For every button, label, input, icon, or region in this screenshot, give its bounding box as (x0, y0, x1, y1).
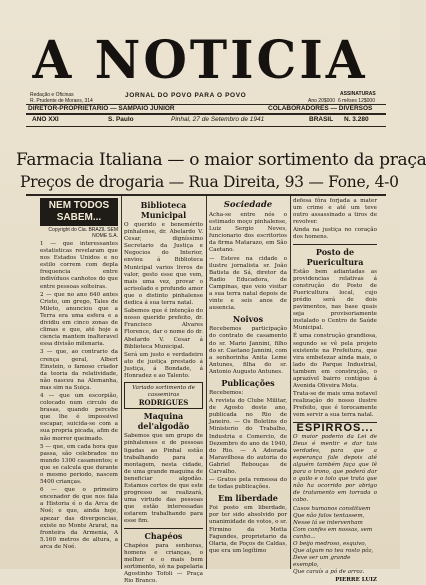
rodrigues-advert (124, 382, 203, 409)
col2-paragraph: Será um justo e verdadeiro ato de justiça prestado á Justiça, á Bondade, á Honradez e ao Talento. (124, 351, 203, 379)
col3-paragraph: — Esteve na cidade o ilustre jornalista sr. João Batista de Sá, diretor da Radio Educadora, de Campinas, que veio visitar a sua terra natal depois de vinte e seis anos de ausencia. (209, 255, 287, 312)
poem-line: Casos humanos constituem (293, 505, 371, 512)
espirros-heading: ESPIRROS... (296, 421, 374, 434)
col1-paragraph: 3 — que, ao contrario da crença geral, Albert Einstein, o famoso criador da teoria da relatividade, não nasceu na Alemanha, mas sim na Suiça. (40, 349, 118, 391)
advert-line-2: Preços de drogaria — Rua Direita, 93 — Fone, 4-0 (20, 173, 399, 191)
col2-separator (124, 528, 203, 529)
col4-paragraph: Estão bem adiantadas as providencias relativas á construção do Posto de Puericultura local, cujo prédio será de dois pavimentos, nas base quais seja provisoriamente instalado o Centro de Saúde Municipal. (293, 268, 377, 332)
rodrigues-name: RODRIGUES (138, 398, 189, 408)
poem (293, 506, 377, 577)
col4-paragraph: defesa fôra forjada a mater um crime e até um teve outro assassinado a tiros de revolver. (293, 198, 377, 226)
left-note-1: Redação e Oficinas (30, 92, 74, 98)
copyright-note: Copyright do Cia. BRAZIL SEM NOME S.A. (48, 227, 118, 239)
col3-paragraph: A revista do Clube Militar, de Agosto deste ano, publicada no Rio de Janeiro. — Os Boletins do Ministerio do Trabalho, Industria e Comercio, de Dezembro do ano de 1940, do Rio. — A Adorada Maravilhosa do autoria do Gabriel Rebouças de Carvalho. (209, 398, 287, 475)
poem-line: Deve ser um grande exemplo, (293, 555, 351, 569)
biblioteca-heading: Biblioteca Municipal (140, 200, 187, 220)
poem-line: Que caraís a pó de arroz. (293, 569, 365, 576)
col3-paragraph: — Gratos pela remessa do de todas publicações. (209, 477, 287, 491)
publicacoes-heading: Publicações (221, 377, 275, 388)
signature: PIERRE LUIZ (335, 576, 377, 583)
contributors-line: COLABORADORES — DIVERSOS (268, 105, 373, 112)
em-liberdade-heading: Em liberdade (218, 493, 278, 504)
column-1 (40, 198, 118, 569)
column-divider-2 (206, 196, 207, 569)
date-label: Pinhal, 27 de Setembro de 1941 (171, 116, 265, 123)
col4-separator (293, 244, 377, 245)
col1-paragraph: 2 — que no ano 640 antes Cristo, um grego, Tales de Mileto, anunciou que a Terra era uma esfera e a dividiu em cinco zonas de climas e que, até hoje a ciencia mantem inalteravel essa divisão milenaria. (40, 291, 118, 348)
poem-line: Que algum no teu rosto pôz, (293, 548, 374, 555)
rodrigues-advert-text: Variado sortimento de cassemiras (132, 385, 195, 399)
poem-line: Nesse lá se intervenham (293, 519, 363, 526)
noivos-heading: Noivos (232, 314, 264, 325)
newspaper-title: A NOTICIA (32, 28, 368, 91)
col2-paragraph: Sabemos que um grupo de pinhalenses e de pessoas ligadas ao Pinhal estão trabalhando para a montagem, nesta cidade, de uma grande maquina de beneficiar algodão. Estamos certos de que este progresso se realizará, uma virtude das pessoas que estão interessadas estarem trabalhando para esse fim. (124, 433, 203, 525)
city-label: S. Paulo (108, 116, 134, 123)
datebar-rule (26, 126, 386, 127)
col2-paragraph: Chapéos para senhoras, homens e crianças, o melhor e o mais bem sortimento, só na papelaria Agostinho Tofoli — Praça Rio Branco. (124, 542, 203, 585)
column-3 (209, 198, 287, 569)
chapeos-heading: Chapéos (144, 530, 183, 541)
left-note-2: R. Prudente de Moraes, 314 (30, 98, 93, 104)
advert-line-1: Farmacia Italiana — o maior sortimento da praça (16, 150, 426, 170)
issue-number: N. 3.280 (344, 116, 369, 123)
date-bar (26, 115, 386, 125)
col1-paragraph: 1 — que interessantes estatisticas revelaram que nos Estados Unidos e no estilo correm com depla frequencia entre indivíduos canhotos do que entre pessoas solteiras. (40, 241, 118, 290)
sociedade-heading: Sociedade (223, 200, 273, 210)
col2-paragraph: O querido e benemérito pinhalense, dr. Abelardo V. Cesar, digníssimo Secretario da Justiça e Negocios do Interior, enviou á Biblioteca Municipal varios livros de valor, gesto esse que vem, mais uma vez, provar o acrisolado e profundo amor que o distinto pinhalense dedica á sua terra natal. (124, 222, 203, 307)
tagline: JORNAL DO POVO PARA O POVO (125, 92, 247, 99)
poem-line: Com confes em nossas, sem cunho... (293, 526, 373, 540)
subscription-half: 6 mêses 12$000 (338, 98, 375, 104)
maquina-heading: Maquina del'algodão (137, 411, 190, 432)
col3-paragraph: Recebemos: (209, 389, 244, 396)
nem-todos-sabem-banner: NEM TODOS SABEM... (40, 198, 118, 226)
column-divider-1 (121, 196, 122, 569)
col3-paragraph: Foi posto em liberdade, por ter sido absolvido por unanimidade de votos, o sr. Firmino da Motta Fagundes, proprietario da Olaria, de Poços de Caldas, que era um legítimo (209, 505, 287, 554)
director-line: DIRETOR-PROPRIETARIO — SAMPAIO JUNIOR (28, 105, 175, 112)
year-label: ANO XXI (32, 116, 59, 123)
poem-line: Que não falos tentassem, (293, 512, 365, 519)
subscriptions-label: ASSINATURAS (340, 91, 376, 97)
col2-paragraph: Sabemos que é intenção do nosso querido prefeito, dr. Francisco Alvares Florence, dar o nome do dr. Abelardo V. Cesar á Biblioteca Municipal. (124, 308, 203, 350)
col1-paragraph: 5 — que, em cada hora que passa, são celebrados no mundo 1300 casamentos; e que se calcula que durante o mesmo periodo, nascem 5400 crianças. (40, 443, 118, 486)
subscription-year: Ano 20$000 (308, 98, 335, 104)
col4-paragraph: O maior poderio da Lei de Deus é mentir e dar tais verdades, para que a esperança fale depois até alguém também faça que lê para o trono, que poderá dar o quilo e o tolo que trata que não ha ocorrido por abrigo de tratamento em torrada o cabo. (293, 433, 377, 504)
poem-line: O beijo medroso, esquivo, (293, 541, 367, 548)
column-divider-3 (290, 196, 291, 569)
col4-paragraph: É uma construção grandiosa, segundo se vê pela projeto existente na Prefeitura, que vira embelezar ainda mais, o lado do Parque Industrial, tambem em construção, o aprazível bairro contíguo á Avenida Oliveira Mota. (293, 333, 377, 390)
col1-paragraph: 6 — que o primeiro encenador de que nos fala a Historia é o da Arca de Noé; e que, ainda hoje, apezar das divergencias, existe no Monte Ararat, na fronteira da Armenia, A 5.160 metros de altura, a arca de Noé. (40, 487, 118, 550)
col3-paragraph: Recebemos participação do contrato de casamento do sr. Mario Jannini, filho do sr. Caetano Jannini, com a senhorinha Anita Leme Antunes, filha do sr. Antonio Augusto Antunes. (209, 326, 287, 375)
puericultura-heading: Posto de Puericultura (306, 246, 364, 267)
col1-paragraph: 4 — que um escorpião, colocado num circulo de brasas, quando percebe que lhe é impossivel escapar, suicida-se com a sua propria picada, afim de não morrer queimado. (40, 392, 118, 442)
column-2 (124, 198, 203, 585)
col4-paragraph: Trata-se de mais uma notavel realização do nosso ilustre Prefeito, que é torocamente vem servir a sua terra natal. (293, 391, 377, 419)
country-label: BRASIL (309, 116, 334, 123)
col4-paragraph: Ainda na justiça no coração dos homens. (293, 227, 377, 241)
col3-paragraph: Acha-se entre nós o estimado moço pinhalense, Luiz Sergio Neves, funcionario dos escritorios da firma Matarazo, em São Caetano. (209, 212, 287, 254)
column-4 (293, 198, 377, 583)
masthead (0, 0, 400, 118)
